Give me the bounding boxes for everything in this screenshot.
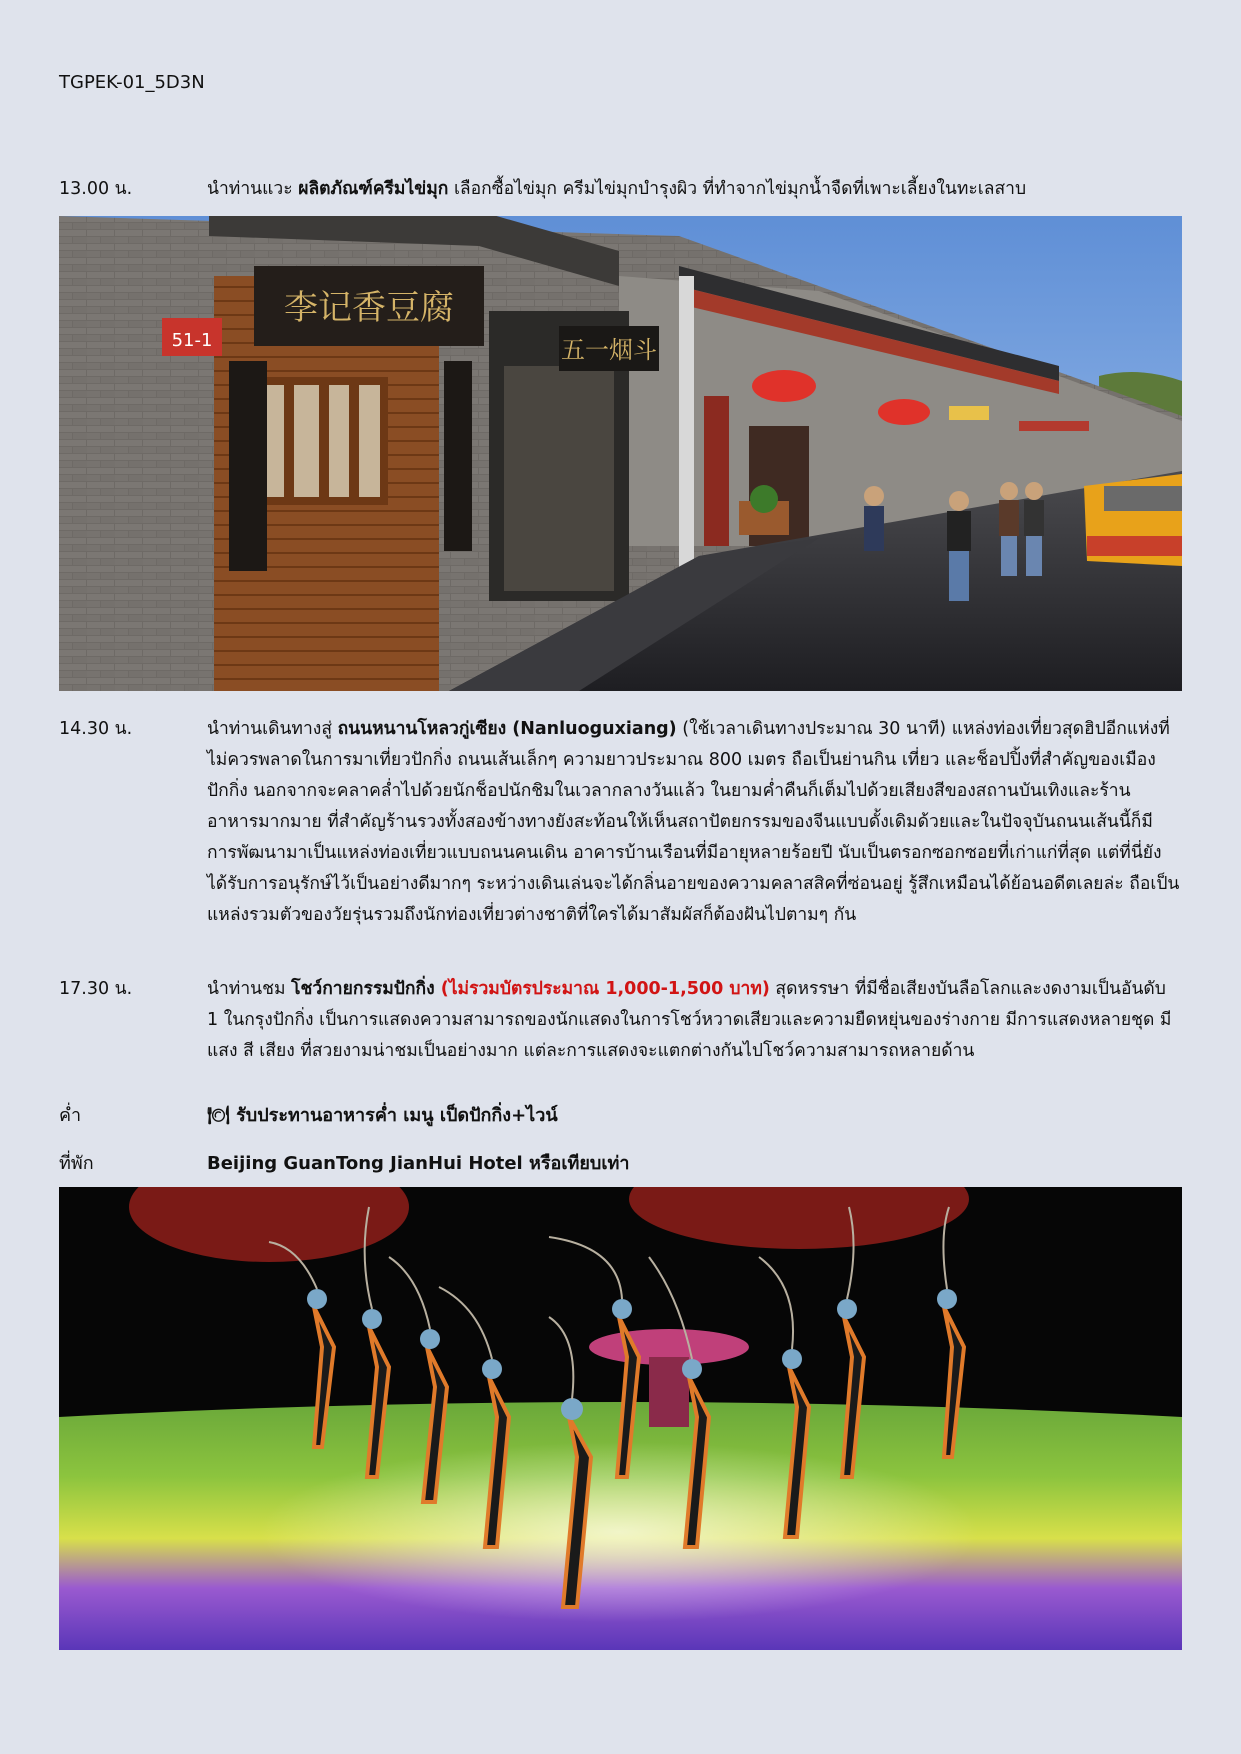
itinerary-item-1730 (59, 974, 1181, 1067)
item-time: 13.00 น. (59, 179, 133, 199)
desc-text: เลือกซื้อไข่มุก ครีมไข่มุกบำรุงผิว ที่ทำจากไข่มุกน้ำจืดที่เพาะเลี้ยงในทะเลสาบ (448, 179, 1027, 199)
item-description (207, 974, 1181, 1067)
desc-highlight: โชว์กายกรรมปักกิ่ง (291, 979, 435, 999)
price-note: (ไม่รวมบัตรประมาณ 1,000-1,500 บาท) (434, 979, 770, 999)
itinerary-item-1430 (59, 714, 1181, 931)
hotel-label: ที่พัก (59, 1153, 94, 1174)
desc-text: นำท่านชม (207, 979, 292, 999)
desc-highlight: ถนนหนานโหลวกู่เซียง (Nanluoguxiang) (337, 719, 677, 739)
desc-text: สุดหรรษา ที่มีชื่อเสียงบันลือโลกและงดงามเป็นอันดับ 1 ในกรุงปักกิ่ง เป็นการแสดงความสามารถของนักแสดงในการโชว์หวาดเสียวและความยืดหยุ่นของร่างกาย มีการแสดงหลายชุด มีแสง สี เสียง ที่สวยงามน่าชมเป็นอย่างมาก แต่ละการแสดงจะแตกต่างกันไปโชว์ความสามารถหลายด้าน (207, 979, 1172, 1061)
hutong-street-photo (59, 216, 1182, 691)
itinerary-item-1300 (59, 174, 1181, 205)
document-code: TGPEK-01_5D3N (59, 72, 205, 93)
house-number-plate: 51-1 (171, 330, 213, 351)
item-description (207, 714, 1181, 931)
item-description (207, 174, 1181, 205)
dinner-label: ค่ำ (59, 1105, 82, 1126)
desc-text: (ใช้เวลาเดินทางประมาณ 30 นาที) แหล่งท่องเที่ยวสุดฮิปอีกแห่งที่ไม่ควรพลาดในการมาเที่ยวปักกิ่ง ถนนเส้นเล็กๆ ความยาวประมาณ 800 เมตร ถือเป็นย่านกิน เที่ยว และช็อปปิ้งที่สำคัญของเมืองปักกิ่ง นอกจากจะคลาคล่ำไปด้วยนักช็อปนักชิมในเวลากลางวันแล้ว ในยามค่ำคืนก็เต็มไปด้วยเสียงสีของสถานบันเทิงและร้านอาหารมากมาย ที่สำคัญร้านรวงทั้งสองข้างทางยังสะท้อนให้เห็นสถาปัตยกรรมของจีนแบบดั้งเดิมด้วยและในปัจจุบันถนนเส้นนี้ก็มีการพัฒนามาเป็นแหล่งท่องเที่ยวแบบถนนคนเดิน อาคารบ้านเรือนที่มีอายุหลายร้อยปี นับเป็นตรอกซอกซอยที่เก่าแก่ที่สุด แต่ที่นี่ยังได้รับการอนุรักษ์ไว้เป็นอย่างดีมากๆ ระหว่างเดินเล่นจะได้กลิ่นอายของความคลาสสิคที่ซ่อนอยู่ รู้สึกเหมือนได้ย้อนอดีตเลยล่ะ ถือเป็นแหล่งรวมตัวของวัยรุ่นรวมถึงนักท่องเที่ยวต่างชาติที่ใครได้มาสัมผัสก็ต้องฝันไปตามๆ กัน (207, 719, 1180, 925)
dish-icon: 🍽 (207, 1105, 230, 1126)
desc-text: นำท่านเดินทางสู่ (207, 719, 338, 739)
acrobatics-show-photo (59, 1187, 1182, 1650)
item-time: 17.30 น. (59, 979, 133, 999)
pipe-shop-sign: 五一烟斗 (561, 336, 657, 364)
desc-text: นำท่านแวะ (207, 179, 299, 199)
item-time: 14.30 น. (59, 719, 133, 739)
hutong-shop-sign: 李记香豆腐 (284, 288, 454, 328)
dinner-text: รับประทานอาหารค่ำ เมนู เป็ดปักกิ่ง+ไวน์ (229, 1105, 558, 1126)
dinner-menu (207, 1100, 558, 1129)
hotel-name: Beijing GuanTong JianHui Hotel หรือเทียบเท่า (207, 1153, 630, 1174)
desc-highlight: ผลิตภัณฑ์ครีมไข่มุก (298, 179, 449, 199)
